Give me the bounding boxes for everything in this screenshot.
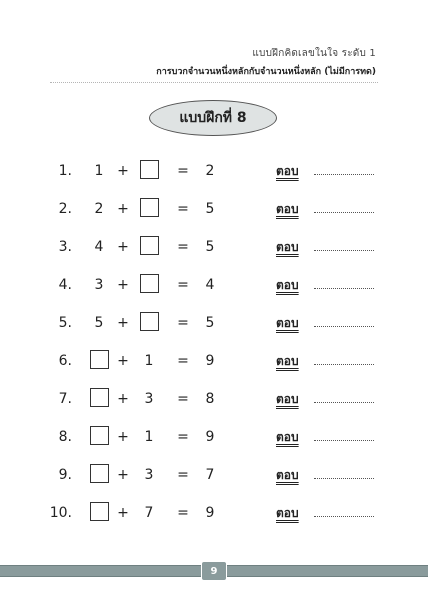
plus-sign: + — [117, 429, 129, 445]
plus-sign: + — [117, 391, 129, 407]
plus-sign: + — [117, 163, 129, 179]
answer-box[interactable] — [140, 160, 159, 179]
problem-number: 5. — [58, 315, 72, 331]
answer-line[interactable] — [314, 250, 374, 251]
problem-number: 9. — [58, 467, 72, 483]
result-value: 5 — [205, 201, 215, 217]
problem-row — [0, 386, 428, 412]
equals-sign: = — [177, 201, 189, 217]
problem-number: 8. — [58, 429, 72, 445]
answer-box[interactable] — [140, 198, 159, 217]
answer-box[interactable] — [140, 236, 159, 255]
result-value: 2 — [205, 163, 215, 179]
problem-row — [0, 424, 428, 450]
header-subtitle: การบวกจำนวนหนึ่งหลักกับจำนวนหนึ่งหลัก (ไม่มีการทด) — [156, 67, 376, 77]
plus-sign: + — [117, 201, 129, 217]
problem-row — [0, 158, 428, 184]
plus-sign: + — [117, 505, 129, 521]
operand: 3 — [144, 467, 154, 483]
answer-line[interactable] — [314, 478, 374, 479]
dotted-divider — [50, 82, 378, 83]
answer-label: ตอบ — [276, 468, 299, 482]
answer-label: ตอบ — [276, 354, 299, 368]
answer-line[interactable] — [314, 212, 374, 213]
operand: 3 — [94, 277, 104, 293]
answer-box[interactable] — [140, 274, 159, 293]
answer-line[interactable] — [314, 326, 374, 327]
equals-sign: = — [177, 353, 189, 369]
equals-sign: = — [177, 505, 189, 521]
problem-number: 4. — [58, 277, 72, 293]
equals-sign: = — [177, 277, 189, 293]
answer-box[interactable] — [90, 388, 109, 407]
equals-sign: = — [177, 239, 189, 255]
problem-number: 6. — [58, 353, 72, 369]
answer-label: ตอบ — [276, 316, 299, 330]
answer-box[interactable] — [90, 350, 109, 369]
page-number-badge — [201, 561, 227, 581]
problem-number: 10. — [49, 505, 72, 521]
answer-line[interactable] — [314, 402, 374, 403]
answer-line[interactable] — [314, 516, 374, 517]
blank-slot — [138, 196, 160, 222]
problem-row — [0, 348, 428, 374]
plus-sign: + — [117, 467, 129, 483]
result-value: 4 — [205, 277, 215, 293]
blank-slot — [138, 158, 160, 184]
problem-number: 7. — [58, 391, 72, 407]
operand: 2 — [94, 201, 104, 217]
problem-row — [0, 500, 428, 526]
blank-slot — [88, 424, 110, 450]
result-value: 5 — [205, 239, 215, 255]
blank-slot — [88, 500, 110, 526]
problem-row — [0, 234, 428, 260]
blank-slot — [138, 272, 160, 298]
result-value: 9 — [205, 429, 215, 445]
exercise-title: แบบฝึกที่ 8 — [179, 110, 247, 126]
operand: 5 — [94, 315, 104, 331]
plus-sign: + — [117, 353, 129, 369]
problem-number: 3. — [58, 239, 72, 255]
answer-box[interactable] — [140, 312, 159, 331]
equals-sign: = — [177, 391, 189, 407]
answer-box[interactable] — [90, 426, 109, 445]
operand: 1 — [144, 353, 154, 369]
result-value: 8 — [205, 391, 215, 407]
result-value: 9 — [205, 505, 215, 521]
equals-sign: = — [177, 163, 189, 179]
plus-sign: + — [117, 277, 129, 293]
answer-label: ตอบ — [276, 430, 299, 444]
plus-sign: + — [117, 315, 129, 331]
header-title: แบบฝึกคิดเลขในใจ ระดับ 1 — [252, 48, 376, 59]
blank-slot — [138, 310, 160, 336]
answer-line[interactable] — [314, 288, 374, 289]
blank-slot — [138, 234, 160, 260]
answer-label: ตอบ — [276, 392, 299, 406]
problem-row — [0, 310, 428, 336]
problem-row — [0, 272, 428, 298]
problem-number: 1. — [58, 163, 72, 179]
operand: 7 — [144, 505, 154, 521]
answer-label: ตอบ — [276, 278, 299, 292]
operand: 3 — [144, 391, 154, 407]
answer-label: ตอบ — [276, 240, 299, 254]
operand: 1 — [144, 429, 154, 445]
exercise-title-oval — [149, 100, 277, 136]
result-value: 7 — [205, 467, 215, 483]
page-number: 9 — [210, 565, 218, 577]
result-value: 5 — [205, 315, 215, 331]
plus-sign: + — [117, 239, 129, 255]
equals-sign: = — [177, 467, 189, 483]
problem-row — [0, 196, 428, 222]
blank-slot — [88, 462, 110, 488]
answer-line[interactable] — [314, 440, 374, 441]
operand: 4 — [94, 239, 104, 255]
blank-slot — [88, 386, 110, 412]
problem-number: 2. — [58, 201, 72, 217]
answer-label: ตอบ — [276, 164, 299, 178]
answer-label: ตอบ — [276, 202, 299, 216]
answer-label: ตอบ — [276, 506, 299, 520]
blank-slot — [88, 348, 110, 374]
answer-box[interactable] — [90, 502, 109, 521]
equals-sign: = — [177, 429, 189, 445]
answer-box[interactable] — [90, 464, 109, 483]
operand: 1 — [94, 163, 104, 179]
equals-sign: = — [177, 315, 189, 331]
result-value: 9 — [205, 353, 215, 369]
answer-line[interactable] — [314, 174, 374, 175]
problem-row — [0, 462, 428, 488]
answer-line[interactable] — [314, 364, 374, 365]
